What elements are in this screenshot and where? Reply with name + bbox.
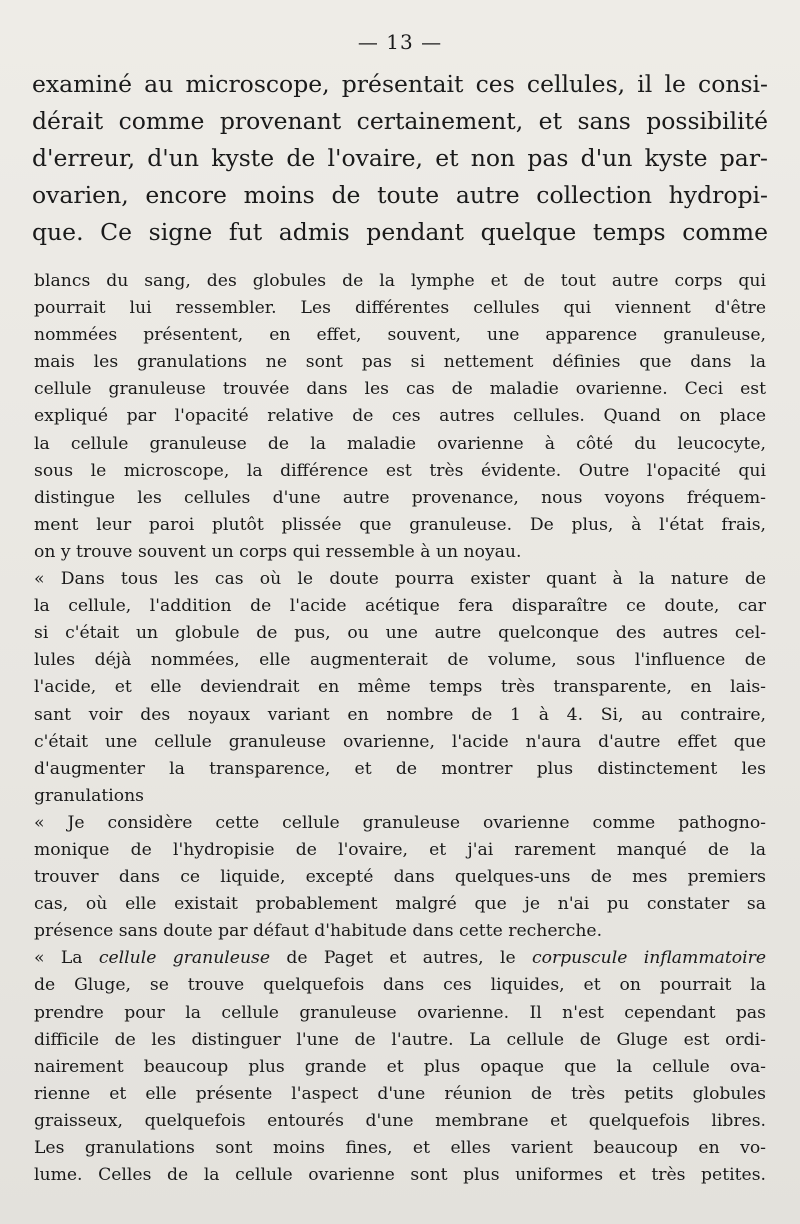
text-line: ment leur paroi plutôt plissée que granuleuse. De plus, à l'état frais, bbox=[34, 514, 766, 535]
text-line: d'augmenter la transparence, et de montrer plus distinctement les bbox=[34, 758, 766, 779]
text-line: expliqué par l'opacité relative de ces autres cellules. Quand on place bbox=[34, 406, 766, 427]
text-line: lules déjà nommées, elle augmenterait de volume, sous l'influence de bbox=[34, 650, 766, 671]
text-span: « La bbox=[34, 948, 99, 969]
text-line: « Dans tous les cas où le doute pourra exister quant à la nature de bbox=[34, 569, 766, 590]
text-line bbox=[34, 945, 766, 972]
text-line: examiné au microscope, présentait ces cellules, il le consi- bbox=[32, 70, 768, 98]
text-line: sous le microscope, la différence est très évidente. Outre l'opacité qui bbox=[34, 460, 766, 481]
text-line: rienne et elle présente l'aspect d'une réunion de très petits globules bbox=[34, 1083, 766, 1104]
text-line: la cellule, l'addition de l'acide acétique fera disparaître ce doute, car bbox=[34, 596, 766, 617]
text-line: cas, où elle existait probablement malgré que je n'ai pu constater sa bbox=[34, 894, 766, 915]
text-line: blancs du sang, des globules de la lymphe et de tout autre corps qui bbox=[34, 271, 766, 291]
text-line: pourrait lui ressembler. Les différentes cellules qui viennent d'être bbox=[34, 298, 766, 319]
italic-term: cellule granuleuse bbox=[98, 948, 271, 969]
text-line: d'erreur, d'un kyste de l'ovaire, et non pas d'un kyste par- bbox=[32, 144, 768, 172]
text-line: présence sans doute par défaut d'habitude dans cette recherche. bbox=[34, 921, 603, 942]
text-line: distingue les cellules d'une autre provenance, nous voyons fréquem- bbox=[34, 487, 766, 508]
text-line: mais les granulations ne sont pas si nettement définies que dans la bbox=[34, 352, 766, 373]
text-line: ovarien, encore moins de toute autre collection hydropi- bbox=[32, 181, 768, 209]
text-line: c'était une cellule granuleuse ovarienne, l'acide n'aura d'autre effet que bbox=[34, 731, 766, 752]
text-line: l'acide, et elle deviendrait en même temps très transparente, en lais- bbox=[34, 677, 766, 698]
text-line: lume. Celles de la cellule ovarienne sont plus uniformes et très petites. bbox=[34, 1165, 766, 1186]
text-line: que. Ce signe fut admis pendant quelque temps comme bbox=[32, 218, 768, 246]
text-line: si c'était un globule de pus, ou une autre quelconque des autres cel- bbox=[34, 623, 766, 644]
text-line: graisseux, quelquefois entourés d'une membrane et quelquefois libres. bbox=[34, 1110, 766, 1131]
text-line: cellule granuleuse trouvée dans les cas de maladie ovarienne. Ceci est bbox=[34, 379, 766, 400]
top-paragraph bbox=[32, 66, 768, 251]
text-line: monique de l'hydropisie de l'ovaire, et j'ai rarement manqué de la bbox=[34, 839, 766, 860]
text-line: on y trouve souvent un corps qui ressemble à un noyau. bbox=[34, 541, 522, 562]
text-line: la cellule granuleuse de la maladie ovarienne à côté du leucocyte, bbox=[34, 433, 766, 454]
text-line: difficile de les distinguer l'une de l'autre. La cellule de Gluge est ordi- bbox=[34, 1029, 766, 1050]
main-text bbox=[34, 268, 766, 1189]
text-line: granulations bbox=[34, 785, 144, 806]
text-line: trouver dans ce liquide, excepté dans quelques-uns de mes premiers bbox=[34, 867, 766, 888]
italic-term: corpuscule inflammatoire bbox=[531, 948, 766, 969]
text-line: nairement beaucoup plus grande et plus opaque que la cellule ova- bbox=[34, 1056, 766, 1077]
text-line: « Je considère cette cellule granuleuse ovarienne comme pathogno- bbox=[34, 812, 766, 833]
text-line: prendre pour la cellule granuleuse ovarienne. Il n'est cependant pas bbox=[34, 1002, 766, 1023]
text-line: sant voir des noyaux variant en nombre de 1 à 4. Si, au contraire, bbox=[34, 704, 766, 725]
text-line: Les granulations sont moins fines, et elles varient beaucoup en vo- bbox=[34, 1138, 766, 1158]
text-line: de Gluge, se trouve quelquefois dans ces liquides, et on pourrait la bbox=[34, 975, 766, 996]
text-span: de Paget et autres, le bbox=[270, 948, 532, 969]
text-line: nommées présentent, en effet, souvent, une apparence granuleuse, bbox=[34, 325, 766, 346]
text-line: dérait comme provenant certainement, et sans possibilité bbox=[32, 107, 768, 135]
page-number: — 13 — bbox=[357, 30, 443, 54]
